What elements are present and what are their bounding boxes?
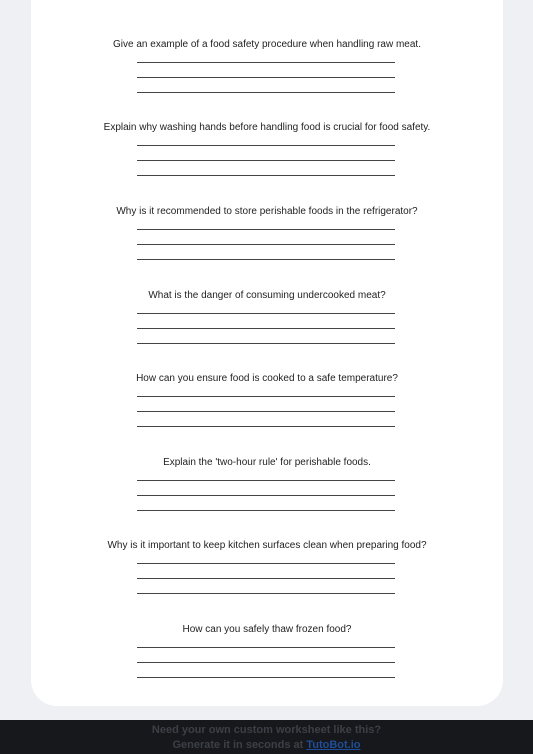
answer-line: [137, 259, 395, 260]
answer-line: [137, 662, 395, 663]
footer-headline: Need your own custom worksheet like this?: [151, 724, 382, 736]
answer-line: [137, 244, 395, 245]
question-block: [31, 38, 503, 108]
answer-line: [137, 510, 395, 511]
question-text: Give an example of a food safety procedure when handling raw meat.: [113, 39, 421, 50]
footer-subline-text: Generate it in seconds at: [172, 739, 307, 751]
answer-line: [137, 175, 395, 176]
answer-line: [137, 77, 395, 78]
answer-line: [137, 426, 395, 427]
question-text: Why is it recommended to store perishable foods in the refrigerator?: [116, 206, 418, 217]
answer-line: [137, 145, 395, 146]
answer-line: [137, 62, 395, 63]
question-text: Explain the 'two-hour rule' for perishable foods.: [163, 457, 371, 468]
answer-line: [137, 593, 395, 594]
answer-line: [137, 160, 395, 161]
answer-line: [137, 343, 395, 344]
question-text: How can you safely thaw frozen food?: [182, 624, 352, 635]
answer-line: [137, 328, 395, 329]
worksheet-page: [31, 0, 503, 706]
answer-line: [137, 495, 395, 496]
question-text: Explain why washing hands before handling food is crucial for food safety.: [103, 122, 431, 133]
answer-line: [137, 578, 395, 579]
answer-line: [137, 411, 395, 412]
question-block: [31, 121, 503, 191]
answer-line: [137, 313, 395, 314]
answer-line: [137, 92, 395, 93]
question-block: [31, 539, 503, 609]
answer-line: [137, 396, 395, 397]
answer-line: [137, 229, 395, 230]
tutobot-link[interactable]: TutoBot.io: [306, 739, 361, 751]
question-block: [31, 205, 503, 275]
answer-line: [137, 647, 395, 648]
question-block: [31, 372, 503, 442]
footer-subline: [0, 738, 533, 752]
question-text: How can you ensure food is cooked to a safe temperature?: [136, 373, 398, 384]
answer-line: [137, 563, 395, 564]
question-block: [31, 456, 503, 526]
question-block: [31, 289, 503, 359]
question-block: [31, 623, 503, 693]
promo-footer: [0, 720, 533, 754]
question-text: Why is it important to keep kitchen surfaces clean when preparing food?: [107, 540, 427, 551]
question-text: What is the danger of consuming undercooked meat?: [148, 290, 386, 301]
answer-line: [137, 677, 395, 678]
answer-line: [137, 480, 395, 481]
